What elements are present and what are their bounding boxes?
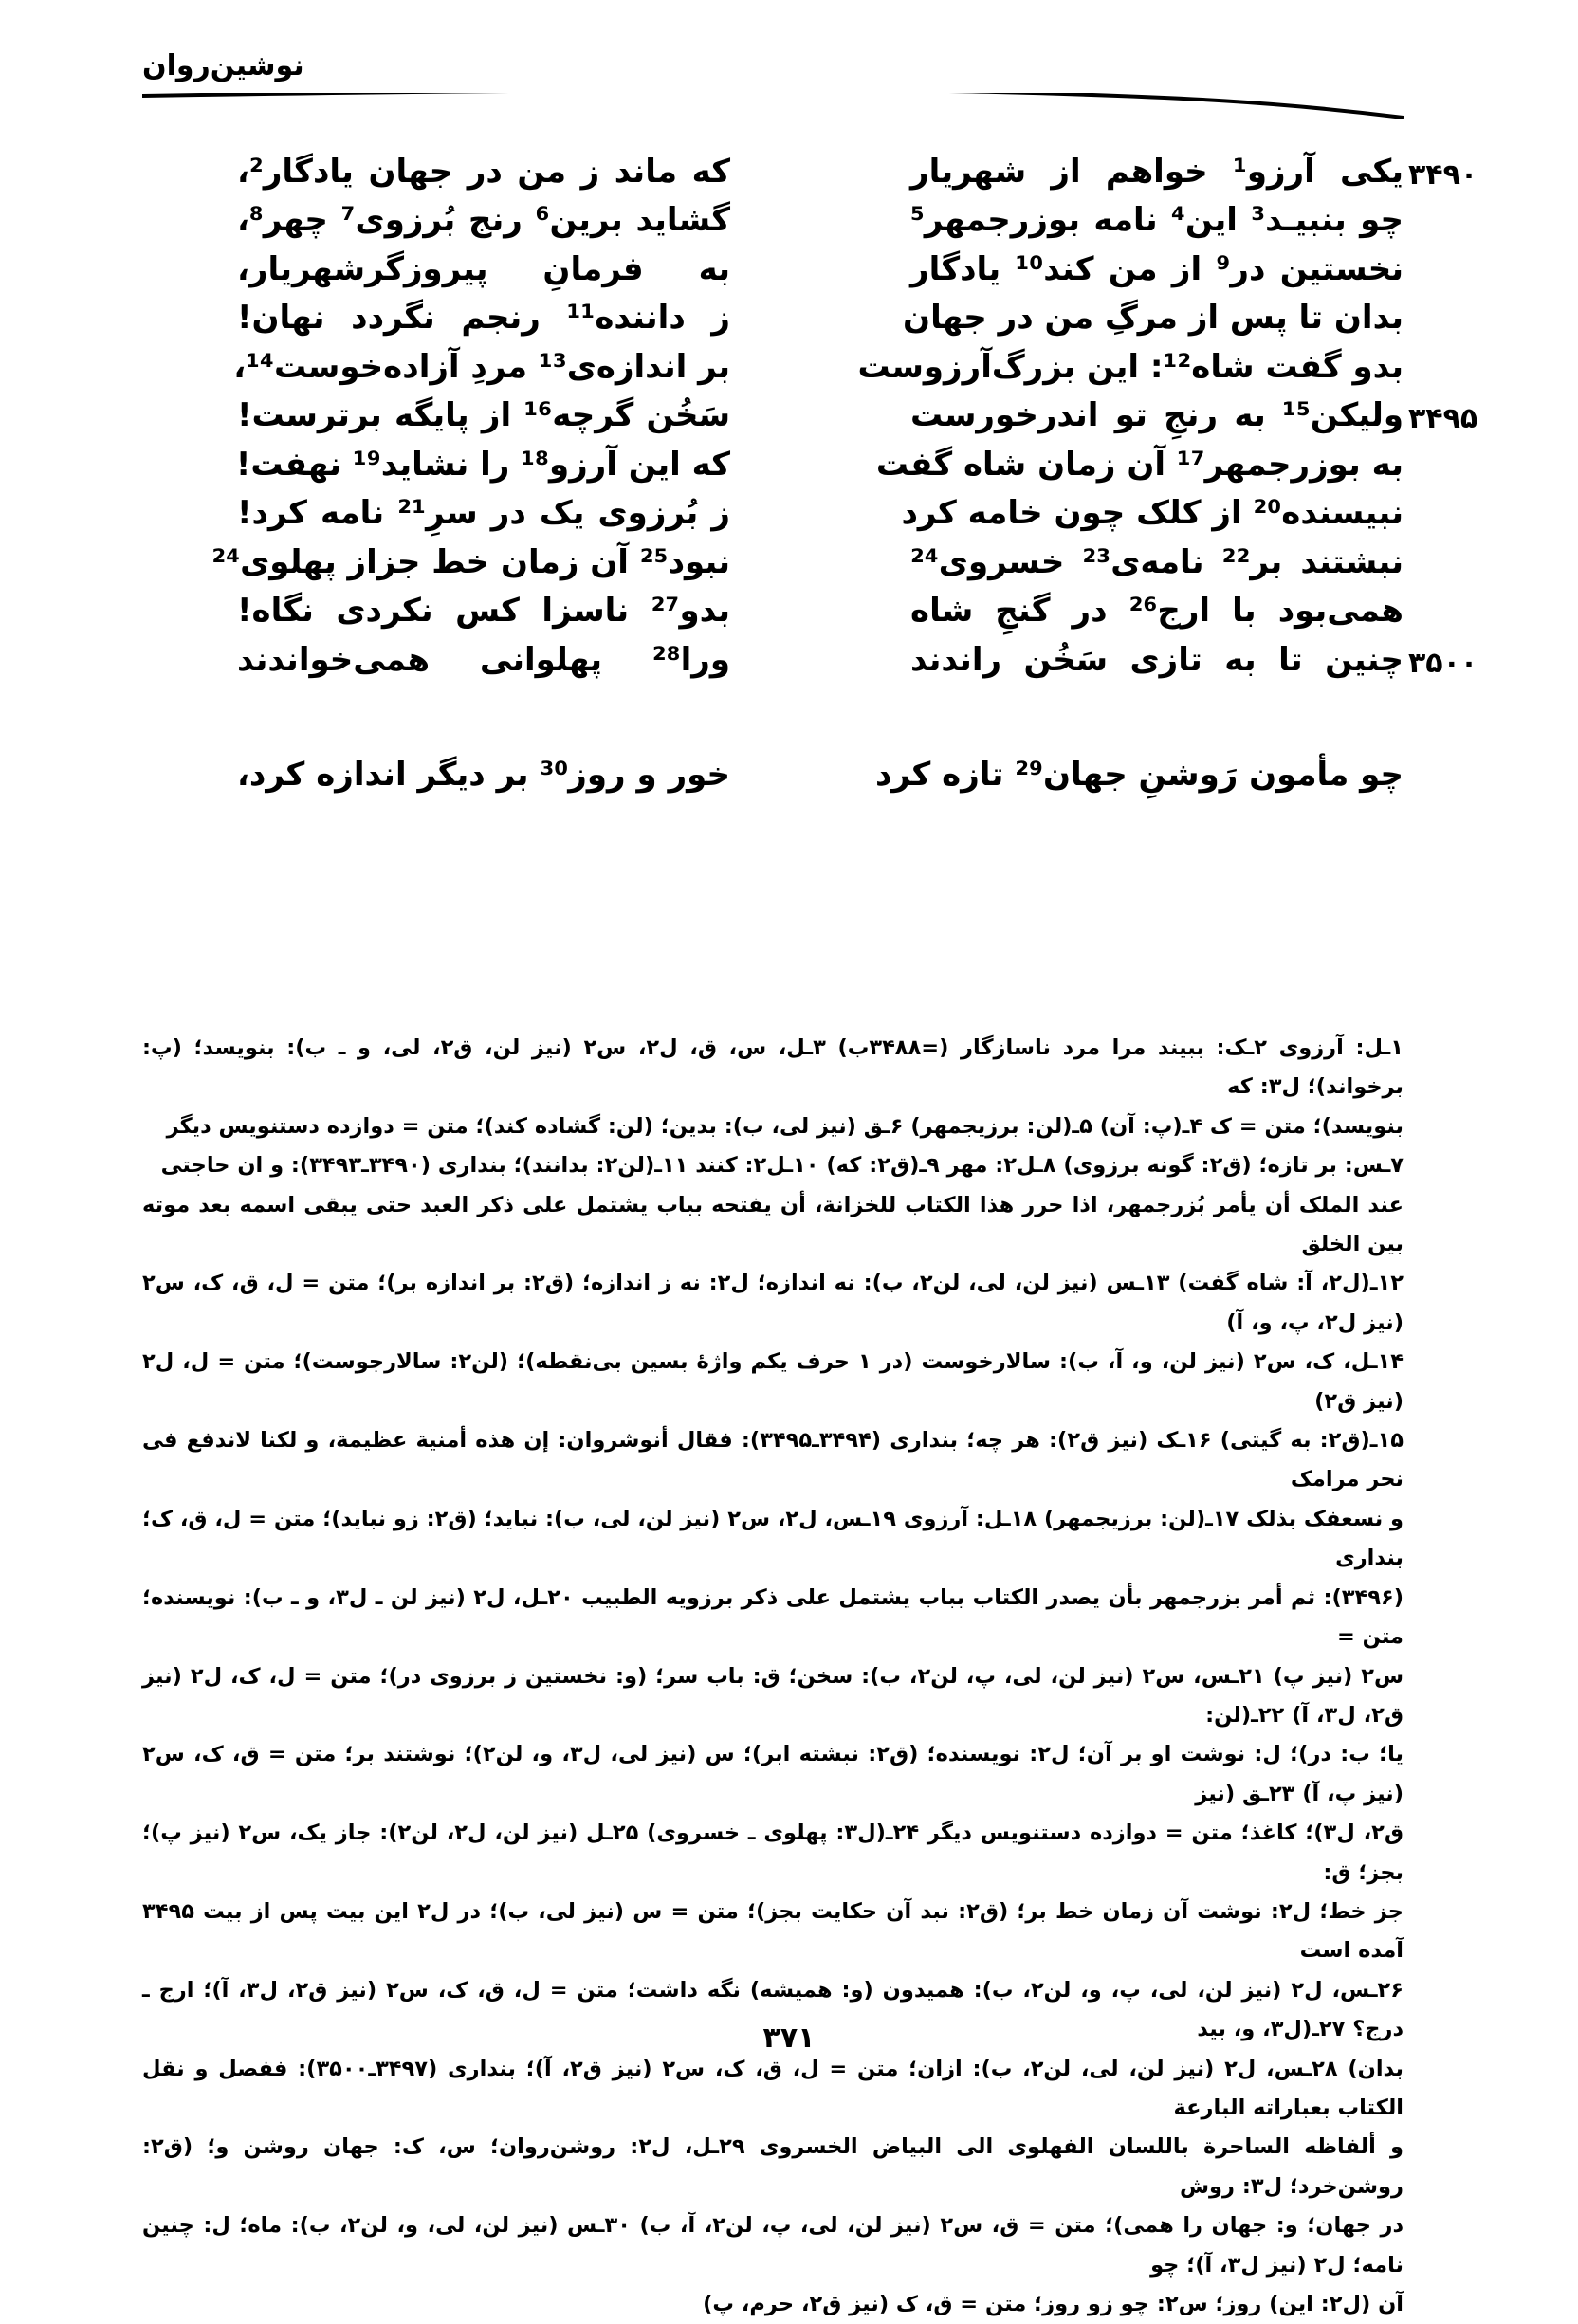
first-hemistich: بدو گفت شاه¹²: این بزرگ‌آرزوست [857,347,1404,386]
second-hemistich: گشاید برین⁶ رنج بُرزوی⁷ چهر⁸، [237,201,730,240]
second-hemistich: ز داننده¹¹ رنجم نگردد نهان! [237,299,731,338]
couplet [237,485,1404,534]
running-title: نوشین‌روان [142,49,304,82]
header-rule [142,93,1404,121]
footnote-line: جز خط؛ ل۲: نوشت آن زمان خط بر؛ (ق۲: نبد آن حکایت بجز)؛ متن = س (نیز لی، ب)؛ در ل۲ این بیت پس از بیت ۳۴۹۵ آمده است [142,1898,1404,1964]
footnote-line: بدان) ۲۸ـس، ل۲ (نیز لن، لی، لن۲، ب): ازان؛ متن = ل، ق، ک، س۲ (نیز ق۲، آ)؛ بنداری (۳۴۹۷ـ۳۵۰۰): ففصل و نقل الکتاب بعباراته البارعة [142,2056,1404,2120]
couplet [237,192,1404,241]
second-hemistich: که ماند ز من در جهان یادگار²، [237,152,730,191]
verse-number: ۳۴۹۵ [1408,402,1478,435]
couplet [237,435,1404,485]
second-hemistich: نبود²⁵ آن زمان خط جزاز پهلوی²⁴ [211,542,730,581]
second-hemistich: سَخُن گرچه¹⁶ از پایگه برترست! [237,396,731,435]
first-hemistich: چو بنبیـد³ این⁴ نامه بوزرجمهر⁵ [910,201,1404,240]
second-hemistich: ز بُرزوی یک در سرِ²¹ نامه کرد! [237,494,730,533]
footnote-line: یا؛ ب: در)؛ ل: نوشت او بر آن؛ ل۲: نویسنده؛ (ق۲: نبشته ابر)؛ س (نیز لی، ل۳، و، لن۲)؛ نوشتند بر؛ متن = ق، ک، س۲ (نیز پ، آ) ۲۳ـق (نیز [142,1742,1404,1806]
page-number: ۳۷۱ [762,2022,816,2055]
second-hemistich: به فرمانِ پیروزگرشهریار، [237,249,730,288]
verse-number: ۳۵۰۰ [1408,646,1478,680]
couplet [237,582,1404,631]
footnote-line: در جهان؛ و: جهان را همی)؛ متن = ق، س۲ (نیز لن، لی، پ، لن۲، آ، ب) ۳۰ـس (نیز لن، لی، و، لن۲، ب): ماه؛ ل: چنین نامه؛ ل۲ (نیز ل۳، آ)؛ چو [142,2213,1404,2278]
couplet [237,746,1404,796]
footnote-line: ق۲، ل۳)؛ کاغذ؛ متن = دوازده دستنویس دیگر ۲۴ـ(ل۳: پهلوی ـ خسروی) ۲۵ـل (نیز لن، ل۲، لن۲): جاز یک، س۲ (نیز پ)؛ بجز؛ ق: [142,1821,1404,1885]
footnote-line: بنویسد)؛ متن = ک ۴ـ(پ: آن) ۵ـ(لن: برزیجمهر) ۶ـق (نیز لی، ب): بدین؛ (لن: گشاده کند)؛ متن = دوازده دستنویس دیگر [166,1113,1404,1139]
footnote-line: ۱۲ـ(ل۲، آ: شاه گفت) ۱۳ـس (نیز لن، لی، لن۲، ب): نه اندازه؛ ل۲: نه ز اندازه؛ (ق۲: بر اندازه بر)؛ متن = ل، ق، ک، س۲ (نیز ل۲، پ، و، آ) [142,1271,1404,1335]
couplet [237,289,1404,339]
second-hemistich: بر اندازه‌ی¹³ مردِ آزاده‌خوست¹⁴، [233,347,730,386]
first-hemistich: چو مأمون رَوشنِ جهان²⁹ تازه کرد [874,756,1404,795]
poem-body [211,142,1478,795]
couplet [237,240,1404,289]
footnote-line: ۱۵ـ(ق۲: به گیتی) ۱۶ـک (نیز ق۲): هر چه؛ بنداری (۳۴۹۴ـ۳۴۹۵): فقال أنوشروان: إن هذه أمنیة عظیمة، و لکنا لاندفع فی نحر مرامک [142,1428,1404,1492]
footnote-line: ۷ـس: بر تازه؛ (ق۲: گونه برزوی) ۸ـل۲: مهر ۹ـ(ق۲: که) ۱۰ـل۲: کنند ۱۱ـ(لن۲: بدانند)؛ بنداری (۳۴۹۰ـ۳۴۹۳): و ان حاجتی [160,1153,1404,1179]
couplet [237,142,1478,192]
first-hemistich: به بوزرجمهر¹⁷ آن زمان شاه گفت [875,445,1404,484]
first-hemistich: نخستین در⁹ از من کند¹⁰ یادگار [910,249,1404,288]
second-hemistich: ورا²⁸ پهلوانی همی‌خواندند [237,640,730,679]
verse-number: ۳۴۹۰ [1408,157,1478,192]
second-hemistich: که این آرزو¹⁸ را نشاید¹⁹ نهفت! [235,445,730,484]
first-hemistich: همی‌بود با ارج²⁶ در گنجِ شاه [910,592,1404,631]
first-hemistich: یکی آرزو¹ خواهم از شهریار [910,152,1404,191]
couplet [233,338,1404,387]
couplet [237,387,1478,436]
footnote-line: آن (ل۲: این) روز؛ س۲: چو زو روز؛ متن = ق، ک (نیز ق۲، حرم، پ) [703,2292,1404,2316]
footnote-line: و نسعفک بذلک ۱۷ـ(لن: برزیجمهر) ۱۸ـل: آرزوی ۱۹ـس، ل۲، س۲ (نیز لن، لی، ب): نباید؛ (ق۲: زو نباید)؛ متن = ل، ق، ک؛ بنداری [142,1506,1404,1571]
first-hemistich: نبشتند بر²² نامه‌ی²³ خسروی²⁴ [910,542,1404,581]
couplet [237,631,1478,680]
footnote-line: ۱ـل: آرزوی ۲ـک: ببیند مرا مرد ناسازگار (=۳۴۸۸ب) ۳ـل، س، ق، ل۲، س۲ (نیز لن، ق۲، لی، و ـ ب): بنویسد؛ (پ: برخواند)؛ ل۳: که [142,1035,1404,1100]
footnote-line: س۲ (نیز پ) ۲۱ـس، س۲ (نیز لن، لی، پ، لن۲، ب): سخن؛ ق: باب سر؛ (و: نخستین ز برزوی در)؛ متن = ل، ک، ل۲ (نیز ق۲، ل۳، آ) ۲۲ـ(لن: [142,1663,1404,1728]
couplet [211,533,1404,582]
footnote-line: (۳۴۹۶): ثم أمر بزرجمهر بأن یصدر الکتاب بباب یشتمل علی ذکر برزویه الطبیب ۲۰ـل، ل۲ (نیز لن ـ ل۳، و ـ ب): نویسنده؛ متن = [142,1584,1404,1650]
first-hemistich: نبیسنده²⁰ از کلک چون خامه کرد [901,494,1404,533]
footnote-line: ۱۴ـل، ک، س۲ (نیز لن، و، آ، ب): سالارخوست (در ۱ حرف یکم واژهٔ بسین بی‌نقطه)؛ (لن۲: سالارجوست)؛ متن = ل، ل۲ (نیز ق۲) [142,1349,1404,1414]
second-hemistich: خور و روز³⁰ بر دیگر اندازه کرد، [237,756,730,795]
first-hemistich: ولیکن¹⁵ به رنجِ تو اندرخورست [910,396,1404,435]
footnote-line: عند الملک أن یأمر بُزرجمهر، اذا حرر هذا الکتاب للخزانة، أن یفتحه بباب یشتمل علی ذکر العبد حتی یبقی اسمه بعد موته بین الخلق [142,1192,1404,1257]
first-hemistich: بدان تا پس از مرگِ من در جهان [903,299,1404,338]
footnote-line: ۲۶ـس، ل۲ (نیز لن، لی، پ، و، لن۲، ب): همیدون (و: همیشه) نگه داشت؛ متن = ل، ق، ک، س۲ (نیز ق۲، ل۳، آ)؛ ارج ـ درج؟ ۲۷ـ(ل۳، و، بید [142,1977,1404,2042]
footnote-line: و ألفاظه الساحرة باللسان الفهلوی الی البیاض الخسروی ۲۹ـل، ل۲: روشن‌روان؛ س، ک: جهان روشن و؛ (ق۲: روشن‌خرد؛ ل۳: روش [142,2134,1404,2199]
footnotes [142,1029,1404,2324]
second-hemistich: بدو²⁷ ناسزا کس نکردی نگاه! [237,592,730,631]
first-hemistich: چنین تا به تازی سَخُن راندند [910,640,1404,679]
